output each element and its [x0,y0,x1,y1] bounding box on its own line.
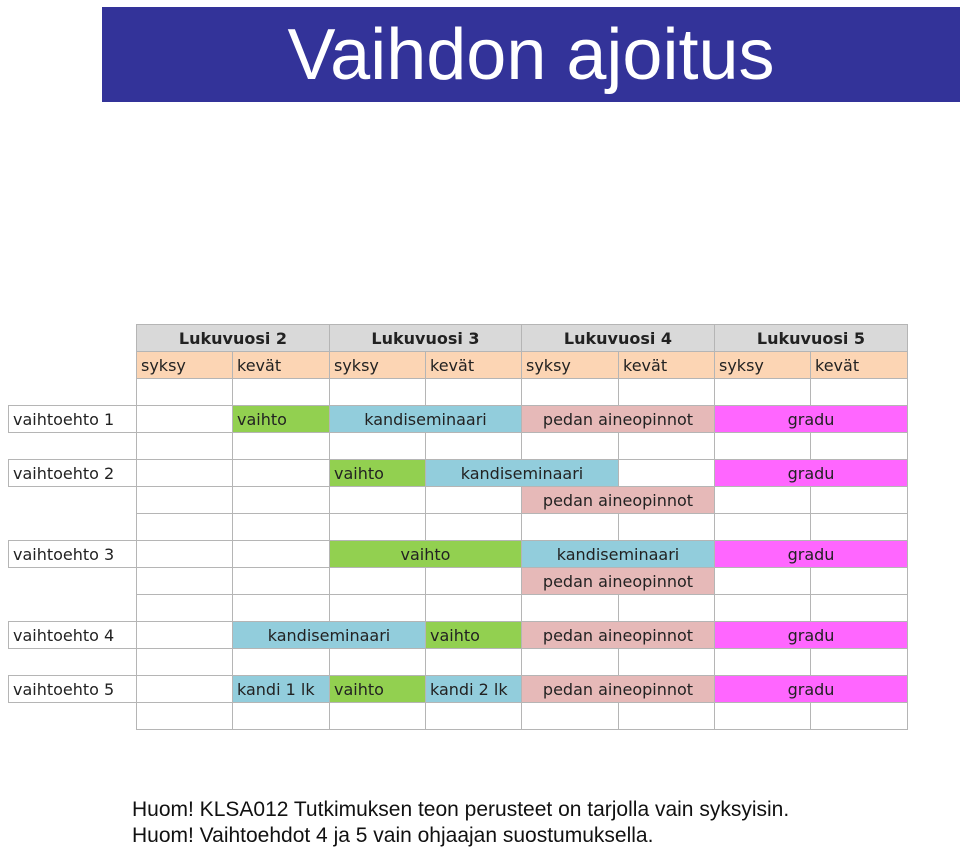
empty-cell [618,459,715,487]
empty-cell [329,648,426,676]
empty-cell [136,486,233,514]
empty-cell [232,648,330,676]
empty-cell [136,405,233,433]
empty-cell [714,648,811,676]
schedule-block-kandiseminaari: kandiseminaari [425,459,619,487]
note-1: Huom! KLSA012 Tutkimuksen teon perusteet on tarjolla vain syksyisin. [132,798,790,821]
empty-cell [810,567,908,595]
note-2: Huom! Vaihtoehdot 4 ja 5 vain ohjaajan suostumuksella. [132,824,654,847]
semester-header: kevät [618,351,715,379]
empty-cell [136,378,233,406]
empty-cell [618,648,715,676]
empty-cell [136,648,233,676]
empty-cell [618,378,715,406]
empty-cell [618,702,715,730]
empty-cell [329,378,426,406]
empty-cell [425,594,522,622]
empty-cell [136,540,233,568]
year-header: Lukuvuosi 2 [136,324,330,352]
empty-cell [136,702,233,730]
option-label: vaihtoehto 2 [8,459,137,487]
empty-cell [714,567,811,595]
empty-cell [232,594,330,622]
empty-cell [521,702,619,730]
empty-cell [810,648,908,676]
empty-cell [714,594,811,622]
empty-cell [521,594,619,622]
schedule-block-pedan: pedan aineopinnot [521,405,715,433]
schedule-block-gradu: gradu [714,405,908,433]
empty-cell [521,378,619,406]
empty-cell [136,567,233,595]
option-label: vaihtoehto 4 [8,621,137,649]
option-label: vaihtoehto 1 [8,405,137,433]
schedule-block-kandiseminaari: kandiseminaari [521,540,715,568]
empty-cell [329,594,426,622]
empty-cell [425,486,522,514]
schedule-block-gradu: gradu [714,675,908,703]
empty-cell [521,432,619,460]
empty-cell [618,432,715,460]
page-title: Vaihdon ajoitus [287,14,775,95]
empty-cell [521,513,619,541]
year-header: Lukuvuosi 4 [521,324,715,352]
empty-cell [136,594,233,622]
semester-header: syksy [714,351,811,379]
empty-cell [425,702,522,730]
schedule-block-vaihto: vaihto [425,621,522,649]
empty-cell [329,702,426,730]
semester-header: syksy [329,351,426,379]
year-header: Lukuvuosi 5 [714,324,908,352]
schedule-block-kandiseminaari: kandi 1 lk [232,675,330,703]
empty-cell [714,513,811,541]
semester-header: syksy [521,351,619,379]
empty-cell [714,702,811,730]
empty-cell [136,675,233,703]
empty-cell [329,513,426,541]
empty-cell [425,567,522,595]
schedule-block-vaihto: vaihto [329,459,426,487]
empty-cell [232,378,330,406]
empty-cell [425,432,522,460]
option-label: vaihtoehto 3 [8,540,137,568]
schedule-block-pedan: pedan aineopinnot [521,621,715,649]
semester-header: syksy [136,351,233,379]
empty-cell [136,513,233,541]
year-header: Lukuvuosi 3 [329,324,522,352]
empty-cell [810,432,908,460]
empty-cell [329,567,426,595]
empty-cell [810,486,908,514]
empty-cell [714,432,811,460]
empty-cell [232,513,330,541]
schedule-block-gradu: gradu [714,621,908,649]
empty-cell [136,621,233,649]
empty-cell [425,378,522,406]
empty-cell [618,594,715,622]
empty-cell [329,432,426,460]
schedule-block-kandiseminaari: kandi 2 lk [425,675,522,703]
empty-cell [810,378,908,406]
empty-cell [714,378,811,406]
schedule-block-vaihto: vaihto [232,405,330,433]
schedule-block-pedan: pedan aineopinnot [521,675,715,703]
empty-cell [810,702,908,730]
empty-cell [810,594,908,622]
schedule-block-vaihto: vaihto [329,675,426,703]
semester-header: kevät [425,351,522,379]
empty-cell [136,459,233,487]
schedule-block-pedan: pedan aineopinnot [521,567,715,595]
schedule-block-kandiseminaari: kandiseminaari [329,405,522,433]
schedule-block-gradu: gradu [714,459,908,487]
empty-cell [329,486,426,514]
schedule-block-vaihto: vaihto [329,540,522,568]
empty-cell [810,513,908,541]
empty-cell [521,648,619,676]
empty-cell [232,432,330,460]
empty-cell [232,540,330,568]
empty-cell [232,567,330,595]
empty-cell [136,432,233,460]
schedule-block-gradu: gradu [714,540,908,568]
schedule-block-pedan: pedan aineopinnot [521,486,715,514]
semester-header: kevät [810,351,908,379]
empty-cell [232,702,330,730]
option-label: vaihtoehto 5 [8,675,137,703]
empty-cell [232,486,330,514]
empty-cell [425,648,522,676]
schedule-block-kandiseminaari: kandiseminaari [232,621,426,649]
notes [132,797,932,849]
empty-cell [618,513,715,541]
empty-cell [714,486,811,514]
empty-cell [232,459,330,487]
semester-header: kevät [232,351,330,379]
empty-cell [425,513,522,541]
